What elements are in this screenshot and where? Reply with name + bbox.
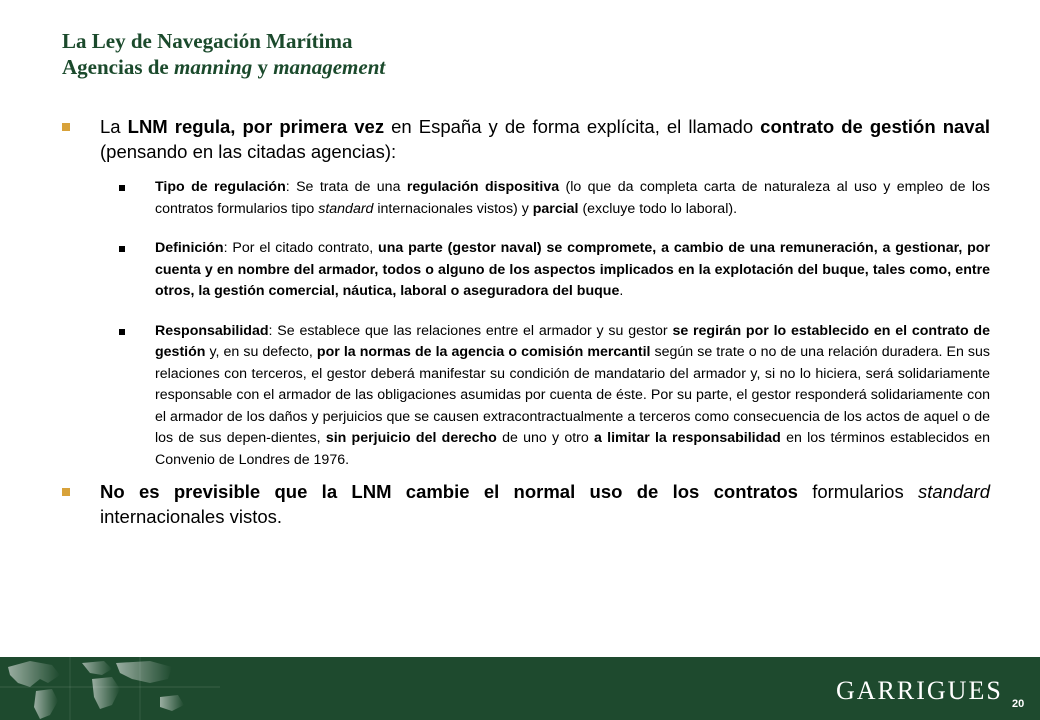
title-part: Agencias de bbox=[62, 55, 174, 79]
text-run: en los términos establecidos en Convenio de Londres de 1976. bbox=[155, 430, 990, 468]
text-run-italic: standard bbox=[318, 200, 374, 217]
sub-bullet-list bbox=[62, 177, 990, 471]
title-line-2 bbox=[62, 54, 385, 80]
text-run: (lo que da completa carta de naturaleza al uso y empleo de los contratos formularios tipo bbox=[155, 179, 990, 217]
title-part: y bbox=[252, 55, 274, 79]
text-run: (pensando en las citadas agencias): bbox=[100, 141, 397, 162]
text-run-bold: por la normas de la agencia o comisión mercantil bbox=[316, 344, 651, 360]
slide-title bbox=[62, 28, 385, 80]
garrigues-logo: GARRIGUES bbox=[836, 676, 1003, 705]
world-map-icon bbox=[0, 657, 220, 720]
text-run: formularios bbox=[797, 481, 918, 502]
slide-content bbox=[62, 114, 990, 529]
main-bullet-2 bbox=[62, 479, 990, 529]
title-part-italic: management bbox=[273, 55, 386, 79]
text-run: internacionales vistos) y bbox=[373, 200, 533, 217]
text-run-bold: Responsabilidad bbox=[155, 322, 269, 339]
sub-bullet-tipo bbox=[62, 177, 990, 220]
text-run: : Se establece que las relaciones entre el armador y su gestor bbox=[268, 322, 673, 339]
square-bullet-icon bbox=[119, 329, 125, 335]
text-run: : Se trata de una bbox=[285, 179, 407, 195]
page-number: 20 bbox=[1012, 698, 1025, 710]
text-run-bold: No es previsible que la LNM cambie el normal uso de los contratos bbox=[100, 481, 798, 502]
title-line-1: La Ley de Navegación Marítima bbox=[62, 29, 353, 53]
text-run-bold: Tipo de regulación bbox=[155, 179, 286, 195]
text-run: (excluye todo lo laboral). bbox=[578, 200, 738, 217]
title-part-italic: manning bbox=[174, 55, 253, 79]
square-bullet-icon bbox=[119, 246, 125, 252]
text-run-bold: se regirán por lo establecido en el contrato de gestión bbox=[155, 322, 990, 360]
square-bullet-icon bbox=[62, 488, 70, 496]
text-run-bold: regulación dispositiva bbox=[406, 179, 560, 195]
text-run: y, en su defecto, bbox=[205, 344, 317, 360]
text-run-bold: Definición bbox=[155, 240, 224, 256]
text-run-bold: LNM regula, por primera vez bbox=[127, 116, 385, 137]
text-run-bold: contrato de gestión naval bbox=[760, 116, 991, 137]
text-run: La bbox=[100, 116, 128, 137]
text-run-italic: standard bbox=[918, 481, 990, 502]
text-run: de uno y otro bbox=[496, 430, 595, 446]
text-run: internacionales vistos. bbox=[100, 506, 283, 527]
square-bullet-icon bbox=[119, 185, 125, 191]
text-run-bold: una parte (gestor naval) se compromete, a cambio de una remuneración, a gestionar, por cuenta y en nombre del armador, todos o alguno de los aspectos implicados en la explotación del buque, tales como, entre otros, la gestión comercial, náutica, laboral o aseguradora del buque bbox=[155, 240, 990, 299]
text-run-bold: a limitar la responsabilidad bbox=[594, 430, 781, 446]
sub-bullet-responsabilidad bbox=[62, 321, 990, 472]
text-run: : Por el citado contrato, bbox=[223, 240, 379, 256]
main-bullet-1 bbox=[62, 114, 990, 164]
text-run-bold: sin perjuicio del derecho bbox=[325, 430, 497, 446]
text-run: en España y de forma explícita, el llamado bbox=[384, 116, 761, 137]
sub-bullet-definicion bbox=[62, 238, 990, 303]
text-run: según se trate o no de una relación duradera. En sus relaciones con terceros, el gestor deberá manifestar su condición de mandatario del armador y, si no lo hiciera, será solidariamente responsable con el armador de las obligaciones asumidas por cuenta de éste. Por su parte, el gestor responderá solidariamente con el armador de los daños y perjuicios que se causen extracontractualmente a terceros como consecuencia de los actos de aquel o de los de sus depen-dientes, bbox=[155, 344, 990, 446]
text-run-bold: parcial bbox=[532, 200, 579, 217]
square-bullet-icon bbox=[62, 123, 70, 131]
text-run: . bbox=[619, 283, 624, 299]
